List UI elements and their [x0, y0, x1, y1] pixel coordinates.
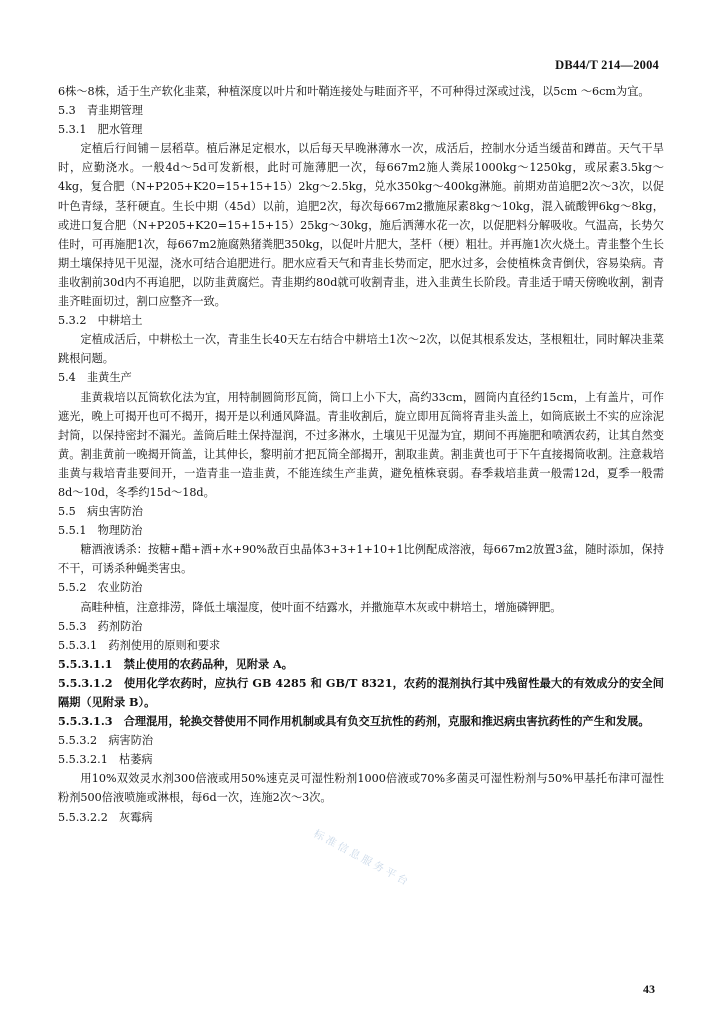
section-heading: 5.5.3 药剂防治	[58, 619, 143, 633]
section-heading: 5.5 病虫害防治	[58, 505, 143, 519]
page-number: 43	[643, 982, 655, 996]
paragraph-body: 定植后行间铺－层稻草。植后淋足定根水，以后每天早晚淋薄水一次，成活后，控制水分适当缓苗和蹲苗。天气干旱时，应勤浇水。一般4d～5d可发新根，此时可施薄肥一次，每667m2施人粪尿1000kg～1250kg，或尿素3.5kg～4kg，复合肥（N+P205+K20=15+15+15）2kg～2.5kg，兑水350kg～400kg淋施。前期劝苗追肥2次～3次，以促叶色青绿，茎秆硬直。生长中期（45d）以前，追肥2次，每次每667m2撒施尿素8kg～10kg，混入硫酸钾6kg～8kg，或进口复合肥（N+P205+K20=15+15+15）25kg～30kg，施后洒薄水花一次，以促肥料分解吸收。气温高，长势欠佳时，可再施肥1次，每667m2施腐熟猪粪肥350kg，以促叶片肥大，茎杆（梗）粗壮。并再施1次火烧土。青韭整个生长期土壤保持见干见湿，浇水可结合追肥进行。肥水应看天气和青韭长势而定，肥水过多，会使植株贪青倒伏，容易染病。青韭收割前30d内不再追肥，以防韭黄腐烂。青韭期约80d就可收割青韭，进入韭黄生长阶段。青韭适于晴天傍晚收割，割青韭齐畦面切过，割口应整齐一致。	[58, 142, 664, 309]
paragraph-body: 用10%双效灵水剂300倍液或用50%速克灵可湿性粉剂1000倍液或70%多菌灵可湿性粉剂与50%甲基托布津可湿性粉剂500倍液喷施或淋根，每6d一次，连施2次～3次。	[58, 772, 664, 805]
section-heading: 5.5.2 农业防治	[58, 581, 143, 595]
clause-item: 5.5.3.1.2 使用化学农药时，应执行 GB 4285 和 GB/T 8321，农药的混剂执行其中残留性最大的有效成分的安全间隔期（见附录 B）。	[58, 675, 664, 709]
section-heading: 5.3.2 中耕培土	[58, 314, 143, 328]
paragraph-body: 韭黄栽培以瓦筒软化法为宜，用特制圆筒形瓦筒，筒口上小下大，高约33cm，圆筒内直径约15cm，上有盖片，可作遮光，晚上可揭开也可不揭开，揭开是以利通风降温。青韭收割后，旋立即用瓦筒将青韭头盖上，如筒底嵌土不实的应涂泥封筒，以保持密封不漏光。盖筒后畦土保持湿润，不过多淋水，土壤见干见湿为宜，期间不再施肥和喷洒农药，让其自然变黄。割韭黄前一晚揭开筒盖，让其伸长，黎明前才把瓦筒全部揭开，割取韭黄。割韭黄也可于下午直接揭筒收割。注意栽培韭黄与栽培青韭要间开，一造青韭一造韭黄，不能连续生产韭黄，避免植株衰弱。春季栽培韭黄一般需12d，夏季一般需8d～10d，冬季约15d～18d。	[58, 390, 664, 499]
section-heading: 5.5.1 物理防治	[58, 524, 143, 538]
section-heading: 5.3.1 肥水管理	[58, 123, 143, 137]
section-heading: 5.5.3.2.2 灰霉病	[58, 810, 153, 824]
section-heading: 5.5.3.2.1 枯萎病	[58, 753, 153, 767]
document-id: DB44/T 214—2004	[555, 58, 659, 72]
section-heading: 5.4 韭黄生产	[58, 371, 132, 385]
section-heading: 5.3 青韭期管理	[58, 104, 143, 118]
watermark: 标准信息服务平台	[311, 827, 413, 890]
paragraph-body: 高畦种植，注意排涝，降低土壤湿度，使叶面不结露水，并撒施草木灰或中耕培土，增施磷钾肥。	[80, 600, 562, 614]
paragraph-body: 定植成活后，中耕松土一次，青韭生长40天左右结合中耕培土1次～2次，以促其根系发达，茎根粗壮，同时解决韭菜跳根问题。	[58, 333, 664, 366]
clause-item: 5.5.3.1.1 禁止使用的农药品种，见附录 A。	[58, 656, 293, 671]
clause-item: 5.5.3.1.3 合理混用，轮换交替使用不同作用机制或具有负交互抗性的药剂，克服和推迟病虫害抗药性的产生和发展。	[58, 714, 650, 729]
paragraph-body: 糖酒液诱杀：按糖+醋+酒+水+90%敌百虫晶体3+3+1+10+1比例配成溶液，每667m2放置3盆，随时添加，保持不干，可诱杀种蝇类害虫。	[58, 543, 664, 576]
paragraph-body: 6株～8株，适于生产软化韭菜，种植深度以叶片和叶鞘连接处与畦面齐平，不可种得过深或过浅，以5cm ～6cm为宜。	[58, 85, 650, 98]
document-body	[58, 82, 664, 827]
section-heading: 5.5.3.1 药剂使用的原则和要求	[58, 638, 221, 652]
section-heading: 5.5.3.2 病害防治	[58, 734, 154, 748]
